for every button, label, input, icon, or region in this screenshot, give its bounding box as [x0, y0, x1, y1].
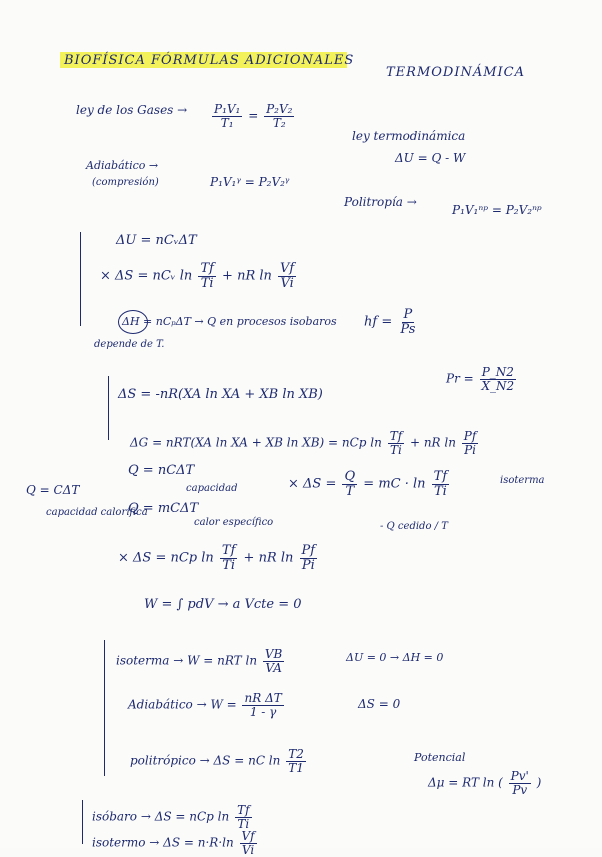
adiabatic-label: Adiabático →: [86, 159, 159, 172]
isotherm-eq: isoterma → W = nRT ln $\frac{VB}{VA}$: [116, 647, 283, 675]
polytropic-ds-eq: politrópico → ΔS = nC ln $\frac{T2}{T1}$: [130, 747, 304, 775]
isotherm-note: ΔU = 0 → ΔH = 0: [346, 651, 444, 664]
page-title: BIOFÍSICA FÓRMULAS ADICIONALES: [64, 53, 355, 68]
potential-label: Potencial: [414, 751, 466, 764]
bottom-brace: [82, 800, 83, 844]
isobaric-ds-eq: isóbaro → ΔS = nCp ln $\frac{Tf}{Ti}$: [92, 803, 250, 831]
polytropic-label: Politropía →: [344, 195, 417, 209]
ds-mix-eq: ΔS = -nR(XA ln XA + XB ln XB): [118, 387, 323, 402]
isotherm-ds-eq: isotermo → ΔS = n·R·ln $\frac{Vf}{Vi}$: [92, 829, 255, 857]
dh-note: depende de T.: [94, 339, 165, 350]
first-law-label: ley termodinámica: [352, 129, 466, 143]
pr-eq: Pr = $\frac{P\_N2}{X\_N2}$: [446, 365, 515, 393]
ds-eq: × ΔS = nCᵥ ln $\frac{Tf}{Ti}$ + nR ln $\frac{Vf}{Vi}$: [100, 261, 295, 291]
gas-law-eq: $\frac{\text{P₁V₁}}{\text{T₁}}$ = $\frac{\text{P₂V₂}}{\text{T₂}}$: [214, 102, 293, 130]
du-eq: ΔU = nCᵥΔT: [116, 233, 197, 248]
adiab-ds-eq: ΔS = 0: [358, 697, 401, 711]
hf-eq: hf = $\frac{P}{Ps}$: [364, 307, 416, 337]
ds-qt-note: isoterma: [500, 475, 545, 486]
first-law-eq: ΔU = Q - W: [395, 151, 466, 165]
potential-eq: Δμ = RT ln ( $\frac{Pv'}{Pv}$ ): [428, 769, 542, 797]
q2-note: calor específico: [194, 517, 274, 528]
dg-mix-eq: ΔG = nRT(XA ln XA + XB ln XB) = nCp ln $\frac{Tf}{Ti}$ + nR ln $\frac{Pf}{Pi}$: [130, 429, 477, 457]
q1-eq: Q = nCΔT: [128, 463, 195, 478]
dh-eq: ΔH = nCₚΔT → Q en procesos isobaros: [122, 315, 337, 328]
process-brace: [104, 640, 105, 776]
adiabatic-eq: P₁V₁ᵞ = P₂V₂ᵞ: [210, 175, 290, 189]
q2-eq: Q = mCΔT: [128, 501, 199, 516]
q1-note: capacidad: [186, 483, 238, 494]
gas-law-label: ley de los Gases →: [76, 103, 188, 117]
ds-qt-eq: × ΔS = $\frac{Q}{T}$ = mC · ln $\frac{Tf}{Ti}$: [288, 469, 448, 499]
adiabatic-note: (compresión): [92, 177, 159, 188]
topic-title: TERMODINÁMICA: [386, 65, 526, 80]
left-brace: [80, 232, 81, 326]
ds-cp-eq: × ΔS = nCp ln $\frac{Tf}{Ti}$ + nR ln $\frac{Pf}{Pi}$: [118, 543, 316, 573]
q-ctot-note: capacidad calorífica: [46, 507, 148, 518]
q-ctot-eq: Q = CΔT: [26, 483, 80, 497]
adiab-w-eq: Adiabático → W = $\frac{\text{nR ΔT}}{1 - \gamma}$: [128, 691, 282, 719]
polytropic-eq: P₁V₁ⁿᵖ = P₂V₂ⁿᵖ: [452, 203, 542, 217]
work-eq: W = ∫ pdV → a Vcte = 0: [144, 597, 302, 612]
ds-qt-note2: - Q cedido / T: [380, 521, 448, 532]
mix-brace: [108, 376, 109, 440]
